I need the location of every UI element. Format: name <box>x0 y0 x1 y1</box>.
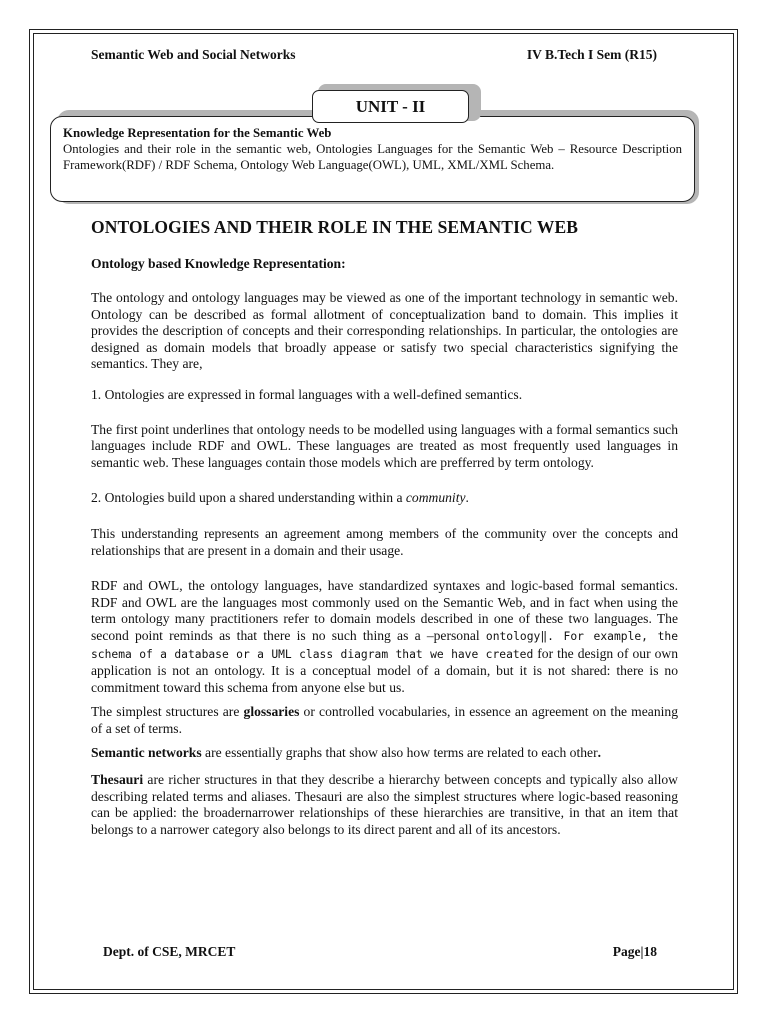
unit-tab-label: UNIT - II <box>312 90 469 123</box>
paragraph-glossaries <box>91 704 678 737</box>
rdf-owl-text-mono: ontology‖. For example, the schema of a database or a UML class diagram that we have created <box>91 629 678 661</box>
point-two-prefix: 2. Ontologies build upon a shared understanding within a <box>91 490 406 506</box>
glossaries-term: glossaries <box>243 704 300 720</box>
semantic-networks-term: Semantic networks <box>91 745 202 761</box>
main-content <box>91 214 678 838</box>
semantic-networks-period: . <box>597 745 602 761</box>
paragraph-intro: The ontology and ontology languages may be viewed as one of the important technology in semantic web. Ontology can be described as formal allotment of conceptualization band to domain. This implies it provides the description of concepts and their corresponding relationships. In particular, the ontologies are designed as domain models that broadly appease or satisfy two special characteristics signifying the semantics. They are, <box>91 290 678 372</box>
glossaries-text-b: or controlled vocabularies, in essence an agreement on the meaning of a set of terms. <box>91 704 678 736</box>
point-two-suffix: . <box>465 490 469 506</box>
unit-box-text: Ontologies and their role in the semantic web, Ontologies Languages for the Semantic Web – Resource Description Framework(RDF) / RDF Schema, Ontology Web Language(OWL), UML, XML/XML Schema. <box>63 142 682 172</box>
unit-box-title: Knowledge Representation for the Semantic Web <box>63 126 332 140</box>
subsection-heading: Ontology based Knowledge Representation: <box>91 256 346 271</box>
point-two-italic: community <box>405 490 466 506</box>
point-one: 1. Ontologies are expressed in formal languages with a well-defined semantics. <box>91 386 523 402</box>
paragraph-first-point: The first point underlines that ontology needs to be modelled using languages with a formal semantics such languages include RDF and OWL. These languages are treated as most frequently used languages in semantic web. These languages contain those models which are prefferred by term ontology. <box>91 421 678 470</box>
point-two <box>91 490 678 507</box>
paragraph-semantic-networks <box>91 745 678 762</box>
paragraph-understanding: This understanding represents an agreement among members of the community over the concepts and relationships that are present in a domain and their usage. <box>91 525 678 558</box>
header-course-title: Semantic Web and Social Networks <box>91 47 296 62</box>
unit-syllabus-box <box>50 116 695 202</box>
paragraph-rdf-owl <box>91 578 678 696</box>
paragraph-thesauri <box>91 772 678 838</box>
glossaries-text-a: The simplest structures are <box>91 704 244 720</box>
section-heading: ONTOLOGIES AND THEIR ROLE IN THE SEMANTIC WEB <box>91 217 579 237</box>
thesauri-text: are richer structures in that they describe a hierarchy between concepts and typically also allow describing related terms and aliases. Thesauri are also the simplest structures where logic-based reasoning can be applied: the broadernarrower relationships of these hierarchies are transitive, in that an item that belongs to a narrower category also belongs to its direct parent and all of its ancestors. <box>91 772 678 837</box>
footer-page-number: Page|18 <box>612 944 657 959</box>
header-semester: IV B.Tech I Sem (R15) <box>526 47 657 62</box>
thesauri-term: Thesauri <box>91 772 144 788</box>
semantic-networks-text: are essentially graphs that show also how terms are related to each other <box>201 745 598 761</box>
rdf-owl-text-b: for the design of our own application is not an ontology. It is a conceptual model of a domain, but it is not shared: there is no commitment toward this schema from anyone else but us. <box>91 645 678 695</box>
footer-department: Dept. of CSE, MRCET <box>103 944 236 959</box>
rdf-owl-text-a: RDF and OWL, the ontology languages, have standardized syntaxes and logic-based formal semantics. RDF and OWL are the languages most commonly used on the Semantic Web, and in fact when using the term ontology many practitioners refer to domain models described in one of these two languages. The second point reminds as that there is no such thing as a –personal <box>91 578 678 643</box>
